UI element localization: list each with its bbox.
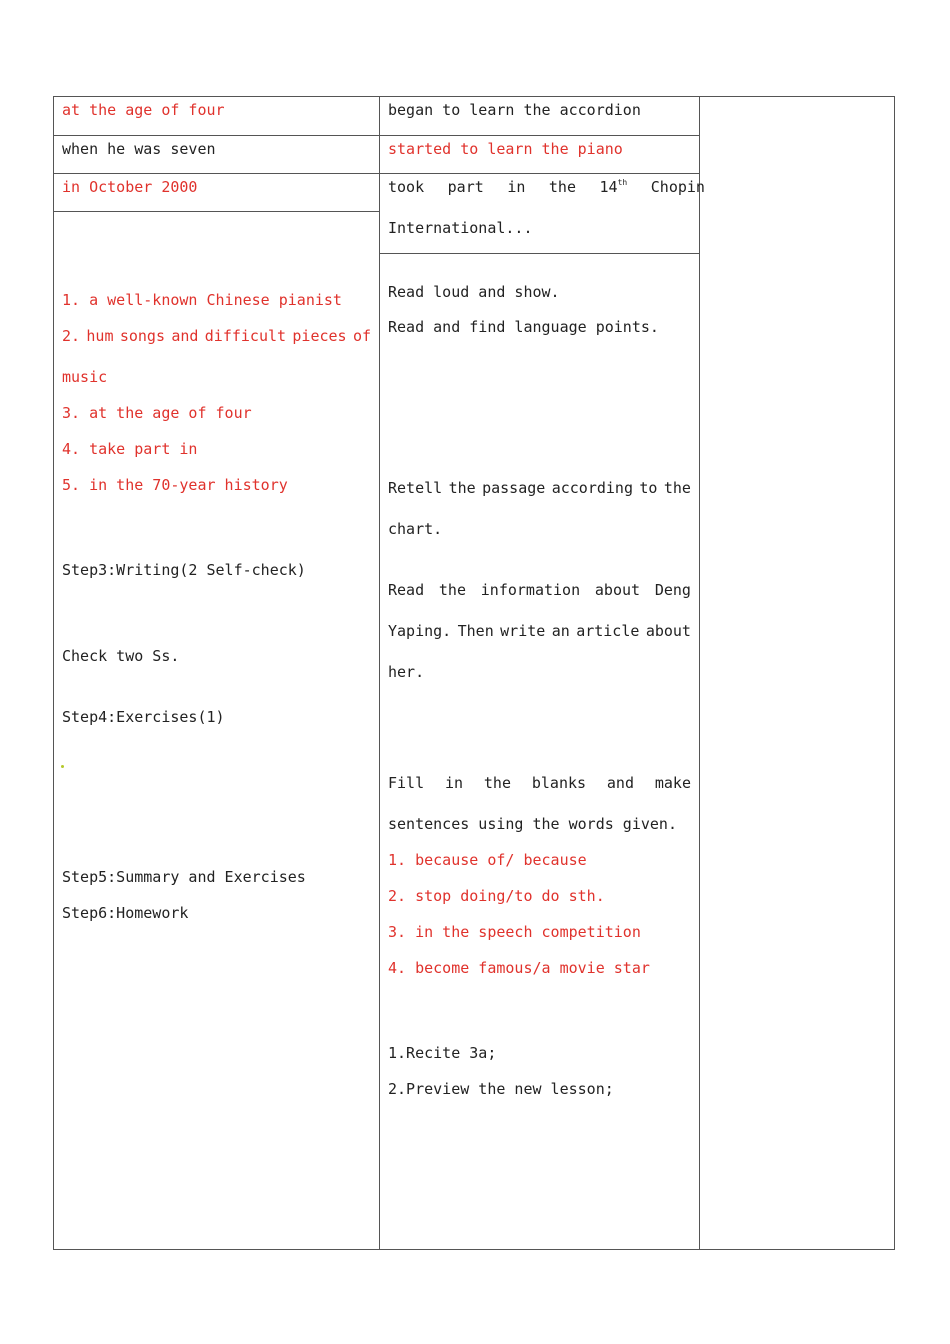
retell-line1: [388, 479, 691, 497]
homework-1: 1.Recite 3a;: [388, 1044, 497, 1062]
point-4: 4. take part in: [62, 440, 198, 458]
retell-line2: chart.: [388, 520, 443, 538]
word: to: [639, 479, 658, 497]
fill-line2: sentences using the words given.: [388, 815, 677, 833]
word: article: [576, 622, 640, 640]
answer-4: 4. become famous/a movie star: [388, 959, 650, 977]
answer-3: 3. in the speech competition: [388, 923, 641, 941]
read-info-line3: her.: [388, 663, 425, 681]
read-loud: Read loud and show.: [388, 283, 560, 301]
point-5: 5. in the 70-year history: [62, 476, 288, 494]
word: according: [551, 479, 633, 497]
word: Chopin: [650, 178, 705, 196]
word: the: [663, 479, 691, 497]
word: songs: [119, 327, 165, 345]
step4-label: Step4:Exercises(1): [62, 708, 225, 726]
point-1: 1. a well-known Chinese pianist: [62, 291, 342, 309]
check-label: Check two Ss.: [62, 647, 180, 665]
word: part: [447, 178, 484, 196]
step5-label: Step5:Summary and Exercises: [62, 868, 306, 886]
number: 14: [599, 178, 618, 196]
row-divider-3-right: [379, 253, 700, 254]
word: make: [654, 774, 691, 792]
table-border-top: [53, 96, 895, 97]
row-divider-1: [53, 135, 700, 136]
word: passage: [482, 479, 546, 497]
word: write: [500, 622, 546, 640]
row3-right-line2: International...: [388, 219, 533, 237]
word: in: [444, 774, 464, 792]
row1-right-cell: began to learn the accordion: [388, 101, 641, 119]
row2-right-cell: started to learn the piano: [388, 140, 623, 158]
point-3: 3. at the age of four: [62, 404, 252, 422]
word: 2.: [62, 327, 81, 345]
superscript: th: [617, 178, 628, 187]
row-divider-3-left: [53, 211, 380, 212]
point-2: [62, 327, 371, 345]
row2-left-cell: when he was seven: [62, 140, 216, 158]
word: pieces: [292, 327, 347, 345]
word-with-sup: [600, 178, 628, 196]
row-divider-2: [53, 173, 700, 174]
answer-2: 2. stop doing/to do sth.: [388, 887, 605, 905]
word: Read: [388, 581, 425, 599]
word: and: [606, 774, 634, 792]
word: the: [448, 479, 476, 497]
word: the: [483, 774, 511, 792]
table-border-bottom: [53, 1249, 895, 1250]
row3-right-line1: [388, 178, 705, 196]
read-info-line1: [388, 581, 691, 599]
read-info-line2: [388, 622, 691, 640]
word: difficult: [204, 327, 287, 345]
word: Yaping.: [388, 622, 452, 640]
word: blanks: [531, 774, 587, 792]
step6-label: Step6:Homework: [62, 904, 189, 922]
row3-left-cell: in October 2000: [62, 178, 198, 196]
word: the: [438, 581, 466, 599]
table-border-col2: [699, 96, 700, 1250]
word: Deng: [654, 581, 691, 599]
word: Retell: [388, 479, 443, 497]
answer-1: 1. because of/ because: [388, 851, 587, 869]
read-find: Read and find language points.: [388, 318, 659, 336]
homework-2: 2.Preview the new lesson;: [388, 1080, 614, 1098]
step3-label: Step3:Writing(2 Self-check): [62, 561, 306, 579]
row1-left-cell: at the age of four: [62, 101, 225, 119]
table-border-left: [53, 96, 54, 1250]
word: about: [645, 622, 691, 640]
word: Then: [457, 622, 494, 640]
table-border-right: [894, 96, 895, 1250]
mark-dot: [61, 765, 64, 768]
word: about: [594, 581, 641, 599]
word: Fill: [388, 774, 425, 792]
word: took: [388, 178, 425, 196]
fill-line1: [388, 774, 691, 792]
word: in: [507, 178, 526, 196]
point-2-cont: music: [62, 368, 108, 386]
word: and: [171, 327, 199, 345]
word: information: [480, 581, 581, 599]
table-border-col1: [379, 96, 380, 1250]
word: the: [548, 178, 576, 196]
word: an: [551, 622, 570, 640]
word: hum: [86, 327, 114, 345]
word: of: [352, 327, 371, 345]
